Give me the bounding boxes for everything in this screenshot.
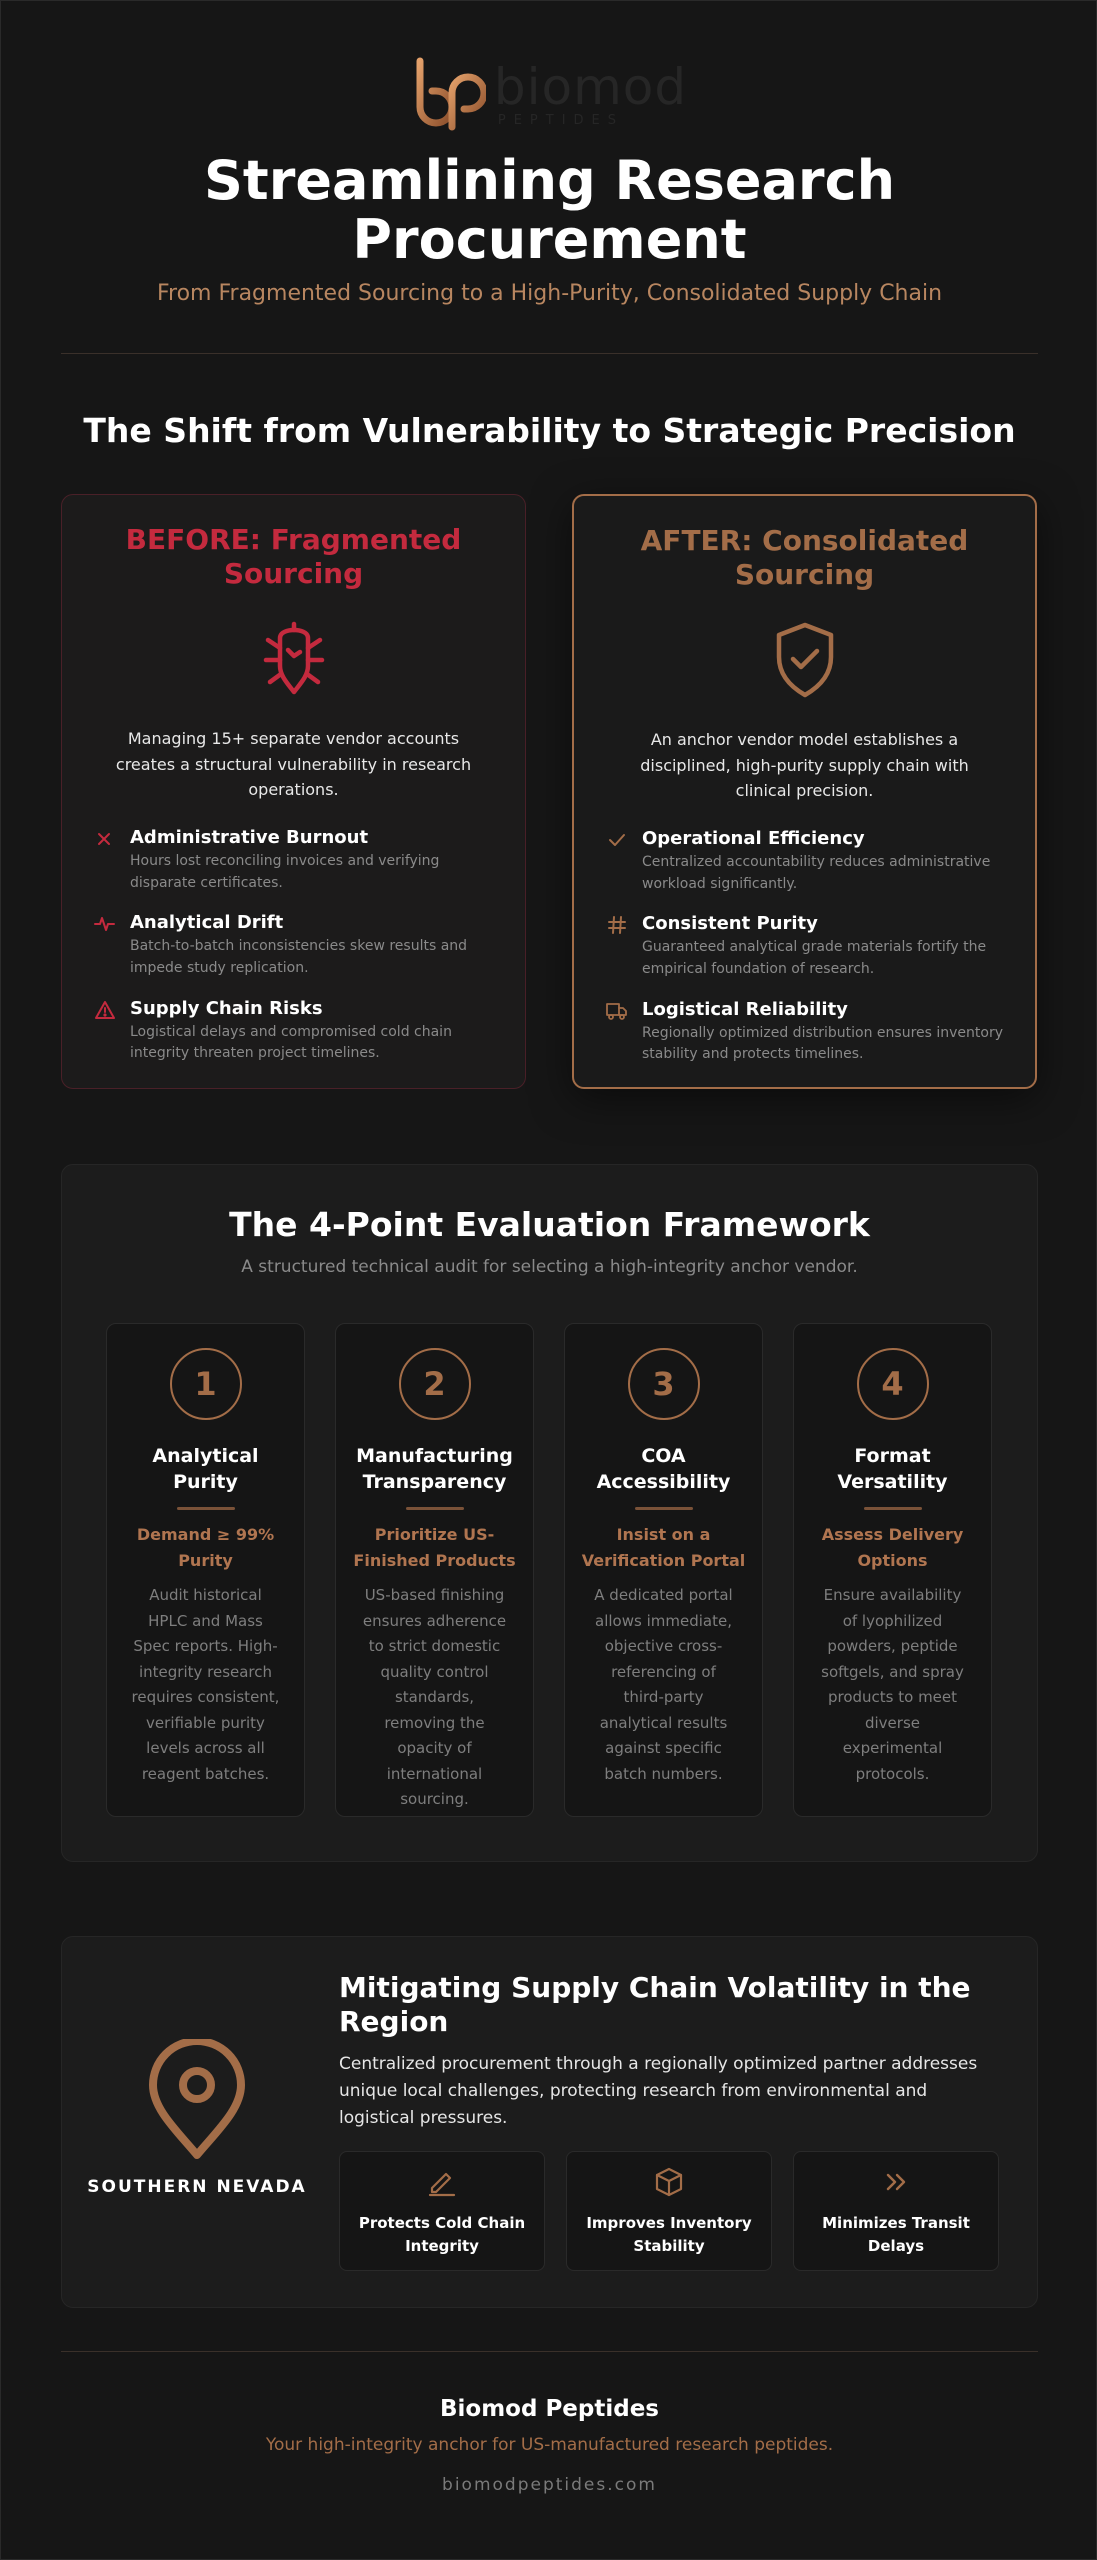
page-title-line-1: Streamlining Research	[203, 149, 896, 212]
card-divider	[177, 1507, 235, 1510]
region-chip-transit	[793, 2151, 999, 2271]
card-divider	[406, 1507, 464, 1510]
framework-card-desc: Audit historical HPLC and Mass Spec reports. High-integrity research requires consistent, verifiable purity levels across all reagent batches.	[131, 1586, 280, 1783]
before-heading: BEFORE: Fragmented Sourcing	[125, 523, 462, 590]
bp-logo-icon	[412, 57, 486, 131]
brand-logo[interactable]	[1, 57, 1097, 131]
step-number-badge: 1	[170, 1348, 242, 1420]
map-pin-icon	[147, 2039, 247, 2161]
logo-subword: PEPTIDES	[497, 112, 625, 128]
infographic-page	[1, 1, 1097, 2560]
framework-section	[61, 1164, 1038, 1862]
pulse-icon	[94, 913, 116, 935]
item-desc: Guaranteed analytical grade materials fortify the empirical foundation of research.	[642, 939, 987, 978]
framework-card-coa-accessibility	[564, 1323, 763, 1817]
warning-icon	[94, 999, 116, 1021]
framework-card-manufacturing-transparency	[335, 1323, 534, 1817]
framework-title: The 4-Point Evaluation Framework	[229, 1205, 870, 1244]
footer-tagline: Your high-integrity anchor for US-manufactured research peptides.	[265, 2435, 834, 2455]
logo-wordmark: biomod	[493, 57, 688, 116]
item-title: Operational Efficiency	[642, 827, 865, 849]
card-divider	[635, 1507, 693, 1510]
framework-card-title: Manufacturing Transparency	[356, 1445, 513, 1493]
page-title	[1, 151, 1097, 270]
step-number-badge: 4	[857, 1348, 929, 1420]
framework-card-desc: Ensure availability of lyophilized powders, peptide softgels, and spray products to meet diverse experimental protocols.	[821, 1586, 964, 1783]
item-desc: Batch-to-batch inconsistencies skew results and impede study replication.	[130, 938, 468, 977]
before-item-supply-chain-risks	[92, 998, 495, 1065]
before-lead: Managing 15+ separate vendor accounts creates a structural vulnerability in research operations.	[115, 729, 472, 800]
region-desc: Centralized procurement through a regionally optimized partner addresses unique local challenges, protecting research from environmental and logistical pressures.	[339, 2054, 978, 2129]
bug-icon	[254, 618, 334, 698]
card-divider	[864, 1507, 922, 1510]
framework-card-title: COA Accessibility	[596, 1445, 731, 1493]
chip-label: Protects Cold Chain Integrity	[358, 2214, 526, 2255]
before-card	[61, 494, 526, 1089]
item-desc: Hours lost reconciling invoices and verifying disparate certificates.	[130, 852, 440, 891]
item-title: Supply Chain Risks	[130, 997, 323, 1019]
framework-card-key: Assess Delivery Options	[821, 1525, 964, 1570]
region-chip-cold-chain	[339, 2151, 545, 2271]
region-chip-inventory	[566, 2151, 772, 2271]
item-title: Logistical Reliability	[642, 998, 848, 1020]
item-title: Administrative Burnout	[130, 826, 369, 848]
x-icon	[94, 828, 116, 850]
after-item-logistical-reliability	[604, 999, 1005, 1066]
after-item-consistent-purity	[604, 913, 1005, 980]
after-item-operational-efficiency	[604, 828, 1005, 895]
shift-section-title: The Shift from Vulnerability to Strategic Precision	[83, 411, 1016, 450]
item-desc: Logistical delays and compromised cold chain integrity threaten project timelines.	[130, 1023, 452, 1062]
page-title-line-2: Procurement	[352, 208, 747, 272]
before-item-administrative-burnout	[92, 827, 495, 894]
footer-website-link[interactable]: biomodpeptides.com	[442, 2475, 657, 2495]
after-heading: AFTER: Consolidated Sourcing	[640, 524, 969, 591]
header-divider	[61, 353, 1038, 354]
framework-card-key: Demand ≥ 99% Purity	[136, 1525, 275, 1570]
after-card	[572, 494, 1037, 1089]
item-desc: Centralized accountability reduces administrative workload significantly.	[642, 853, 991, 892]
item-title: Analytical Drift	[130, 912, 284, 934]
before-item-analytical-drift	[92, 912, 495, 979]
item-desc: Regionally optimized distribution ensures inventory stability and protects timelines.	[642, 1024, 1003, 1063]
region-place-label: SOUTHERN NEVADA	[87, 2177, 307, 2197]
step-number-badge: 3	[628, 1348, 700, 1420]
framework-card-title: Format Versatility	[837, 1445, 948, 1493]
framework-card-desc: A dedicated portal allows immediate, objective cross-referencing of third-party analytical results against specific batch numbers.	[594, 1586, 733, 1783]
page-subtitle: From Fragmented Sourcing to a High-Purity, Consolidated Supply Chain	[156, 281, 943, 306]
region-section	[61, 1936, 1038, 2308]
framework-card-desc: US-based finishing ensures adherence to strict domestic quality control standards, removing the opacity of international sourcing.	[362, 1586, 507, 1809]
hash-icon	[606, 914, 628, 936]
check-icon	[606, 829, 628, 851]
shield-check-icon	[765, 619, 845, 699]
step-number-badge: 2	[399, 1348, 471, 1420]
footer-divider	[61, 2351, 1038, 2352]
framework-card-key: Insist on a Verification Portal	[581, 1525, 746, 1570]
after-lead: An anchor vendor model establishes a disciplined, high-purity supply chain with clinical precision.	[640, 730, 969, 801]
box-icon	[653, 2166, 685, 2198]
pen-icon	[426, 2166, 458, 2198]
footer-brand: Biomod Peptides	[439, 2396, 659, 2422]
truck-icon	[606, 1000, 628, 1022]
item-title: Consistent Purity	[642, 913, 818, 935]
framework-card-analytical-purity	[106, 1323, 305, 1817]
framework-subtitle: A structured technical audit for selecting a high-integrity anchor vendor.	[241, 1257, 858, 1277]
framework-card-format-versatility	[793, 1323, 992, 1817]
chip-label: Improves Inventory Stability	[586, 2214, 752, 2255]
chevrons-right-icon	[880, 2166, 912, 2198]
framework-card-title: Analytical Purity	[152, 1445, 259, 1493]
region-title: Mitigating Supply Chain Volatility in the Region	[339, 1971, 971, 2038]
chip-label: Minimizes Transit Delays	[822, 2214, 970, 2255]
framework-card-key: Prioritize US-Finished Products	[353, 1525, 516, 1570]
